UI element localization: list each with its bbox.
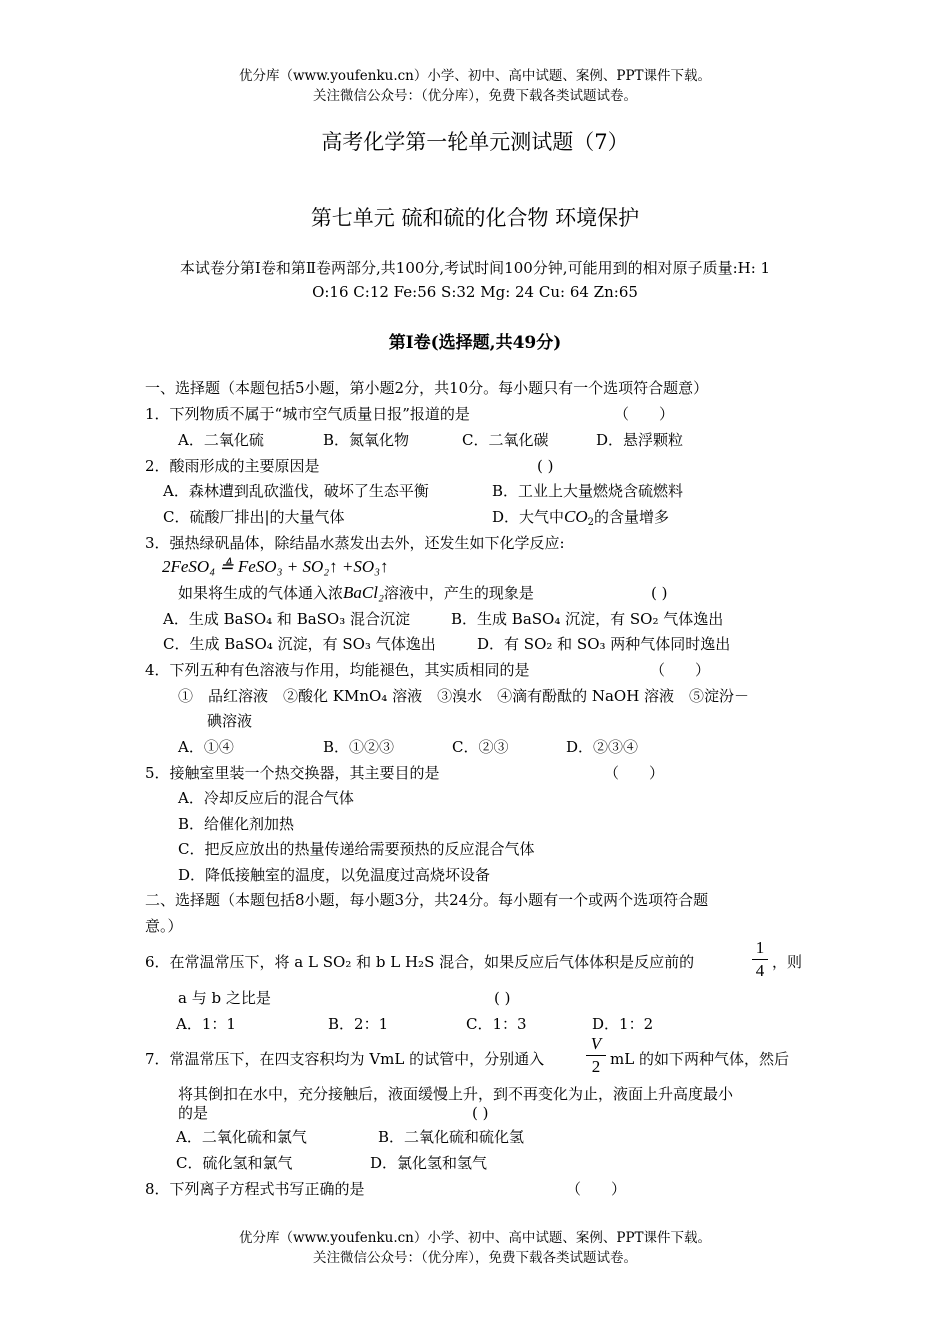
q2-stem: 2．酸雨形成的主要原因是 (145, 457, 320, 475)
q7-fraction-bar (586, 1055, 606, 1056)
q5-stem: 5．接触室里装一个热交换器，其主要目的是 (145, 764, 440, 782)
q7-option-b: B．二氧化硫和硫化氢 (378, 1128, 525, 1146)
q6-option-a: A．1：1 (176, 1015, 236, 1033)
q2-option-d-pre: D．大气中 (492, 508, 565, 526)
q3-equation: 2FeSO₄ ≜ FeSO₃ + SO₂↑ +SO₃↑ (162, 557, 389, 576)
q7-paren: ( ) (472, 1104, 489, 1122)
section1-heading: 一、选择题（本题包括5小题，第小题2分，共10分。每小题只有一个选项符合题意） (145, 379, 709, 397)
q7-fraction-num: V (590, 1034, 602, 1053)
q4-option-c: C．②③ (452, 738, 509, 756)
q5-paren: （ ） (604, 764, 665, 782)
q1-paren: （ ） (614, 405, 675, 423)
q1-option-b: B．氮氧化物 (323, 431, 410, 449)
q3-option-c: C．生成 BaSO₄ 沉淀，有 SO₃ 气体逸出 (163, 635, 436, 653)
q4-option-d: D．②③④ (566, 738, 639, 756)
q6-line-2: a 与 b 之比是 (178, 989, 271, 1007)
q4-option-b: B．①②③ (323, 738, 395, 756)
part-one-title: 第Ⅰ卷(选择题,共49分) (388, 333, 562, 353)
q5-option-b: B．给催化剂加热 (178, 815, 295, 833)
q6-option-b: B．2：1 (328, 1015, 389, 1033)
bacl2-formula: BaCl₂ (343, 583, 384, 602)
q3-prompt (178, 583, 534, 603)
q7-option-a: A．二氧化硫和氯气 (176, 1128, 307, 1146)
q6-fraction-bar (752, 959, 768, 960)
footer-line-1: 优分库（www.youfenku.cn）小学、初中、高中试题、案例、PPT课件下载。 (238, 1230, 712, 1246)
q3-prompt-post: 溶液中，产生的现象是 (383, 584, 534, 602)
co2-formula: CO (564, 507, 588, 526)
q2-option-c: C．硫酸厂排出|的大量气体 (163, 508, 345, 526)
q8-paren: （ ） (566, 1180, 627, 1198)
header-line-2: 关注微信公众号：（优分库），免费下载各类试题试卷。 (313, 88, 637, 104)
q1-option-c: C．二氧化碳 (462, 431, 549, 449)
q6-stem-end: ，则 (772, 953, 803, 971)
q6-option-c: C．1：3 (466, 1015, 527, 1033)
q6-fraction (752, 938, 768, 981)
q8-stem: 8．下列离子方程式书写正确的是 (145, 1180, 365, 1198)
q2-option-b: B．工业上大量燃烧含硫燃料 (492, 482, 684, 500)
q5-option-c: C．把反应放出的热量传递给需要预热的反应混合气体 (178, 840, 535, 858)
q1-stem: 1．下列物质不属于“城市空气质量日报”报道的是 (145, 405, 470, 423)
q6-fraction-den: 4 (755, 961, 765, 980)
q2-option-a: A．森林遭到乱砍滥伐，破坏了生态平衡 (163, 482, 429, 500)
co2-subscript: 2 (587, 517, 595, 528)
q1-option-d: D．悬浮颗粒 (596, 431, 684, 449)
q2-option-d-post: 的含量增多 (594, 508, 670, 526)
q7-option-d: D．氯化氢和氢气 (370, 1154, 488, 1172)
q6-fraction-num: 1 (755, 938, 765, 957)
q4-stem: 4．下列五种有色溶液与作用，均能褪色，其实质相同的是 (145, 661, 530, 679)
header-line-1: 优分库（www.youfenku.cn）小学、初中、高中试题、案例、PPT课件下载。 (238, 68, 712, 84)
q3-paren: ( ) (651, 584, 668, 602)
intro-line-1: 本试卷分第Ⅰ卷和第Ⅱ卷两部分,共100分,考试时间100分钟,可能用到的相对原子质量:H: 1 (179, 259, 771, 277)
q2-paren: ( ) (537, 457, 554, 475)
unit-title: 第七单元 硫和硫的化合物 环境保护 (310, 206, 640, 230)
section2-heading-2: 意。） (145, 917, 183, 935)
q6-option-d: D．1：2 (592, 1015, 654, 1033)
q7-stem-end: mL 的如下两种气体，然后 (610, 1050, 789, 1068)
q3-stem: 3．强热绿矾晶体，除结晶水蒸发出去外，还发生如下化学反应: (145, 534, 565, 552)
q2-option-d (492, 507, 669, 533)
q3-option-a: A．生成 BaSO₄ 和 BaSO₃ 混合沉淀 (163, 610, 411, 628)
q6-stem: 6．在常温常压下，将 a L SO₂ 和 b L H₂S 混合，如果反应后气体体积是反应前的 (145, 953, 695, 971)
q7-fraction-den: 2 (591, 1057, 601, 1076)
q3-prompt-pre: 如果将生成的气体通入浓 (178, 584, 344, 602)
q4-paren: （ ） (650, 661, 711, 679)
q4-option-a: A．①④ (178, 738, 234, 756)
q7-option-c: C．硫化氢和氯气 (176, 1154, 293, 1172)
q7-line-2: 将其倒扣在水中，充分接触后，液面缓慢上升，到不再变化为止，液面上升高度最小 (178, 1085, 734, 1103)
q5-option-d: D．降低接触室的温度，以免温度过高烧坏设备 (178, 866, 491, 884)
footer-line-2: 关注微信公众号：（优分库），免费下载各类试题试卷。 (313, 1250, 637, 1266)
q7-line-3: 的是 (178, 1104, 209, 1122)
section2-heading-1: 二、选择题（本题包括8小题，每小题3分，共24分。每小题有一个或两个选项符合题 (145, 891, 709, 909)
q3-option-d: D．有 SO₂ 和 SO₃ 两种气体同时逸出 (477, 635, 731, 653)
q3-option-b: B．生成 BaSO₄ 沉淀，有 SO₂ 气体逸出 (451, 610, 724, 628)
q7-fraction (586, 1034, 606, 1077)
q4-items: ① 品红溶液 ②酸化 KMnO₄ 溶液 ③溴水 ④滴有酚酞的 NaOH 溶液 ⑤淀汾－ (178, 687, 750, 705)
intro-line-2: O:16 C:12 Fe:56 S:32 Mg: 24 Cu: 64 Zn:65 (312, 283, 638, 301)
q5-option-a: A．冷却反应后的混合气体 (178, 789, 354, 807)
q6-paren: ( ) (494, 989, 511, 1007)
page-title: 高考化学第一轮单元测试题（7） (321, 130, 629, 154)
q4-items-cont: 碘溶液 (207, 712, 253, 730)
q7-stem: 7．常温常压下，在四支容积均为 VmL 的试管中，分别通入 (145, 1050, 545, 1068)
q1-option-a: A．二氧化硫 (178, 431, 264, 449)
